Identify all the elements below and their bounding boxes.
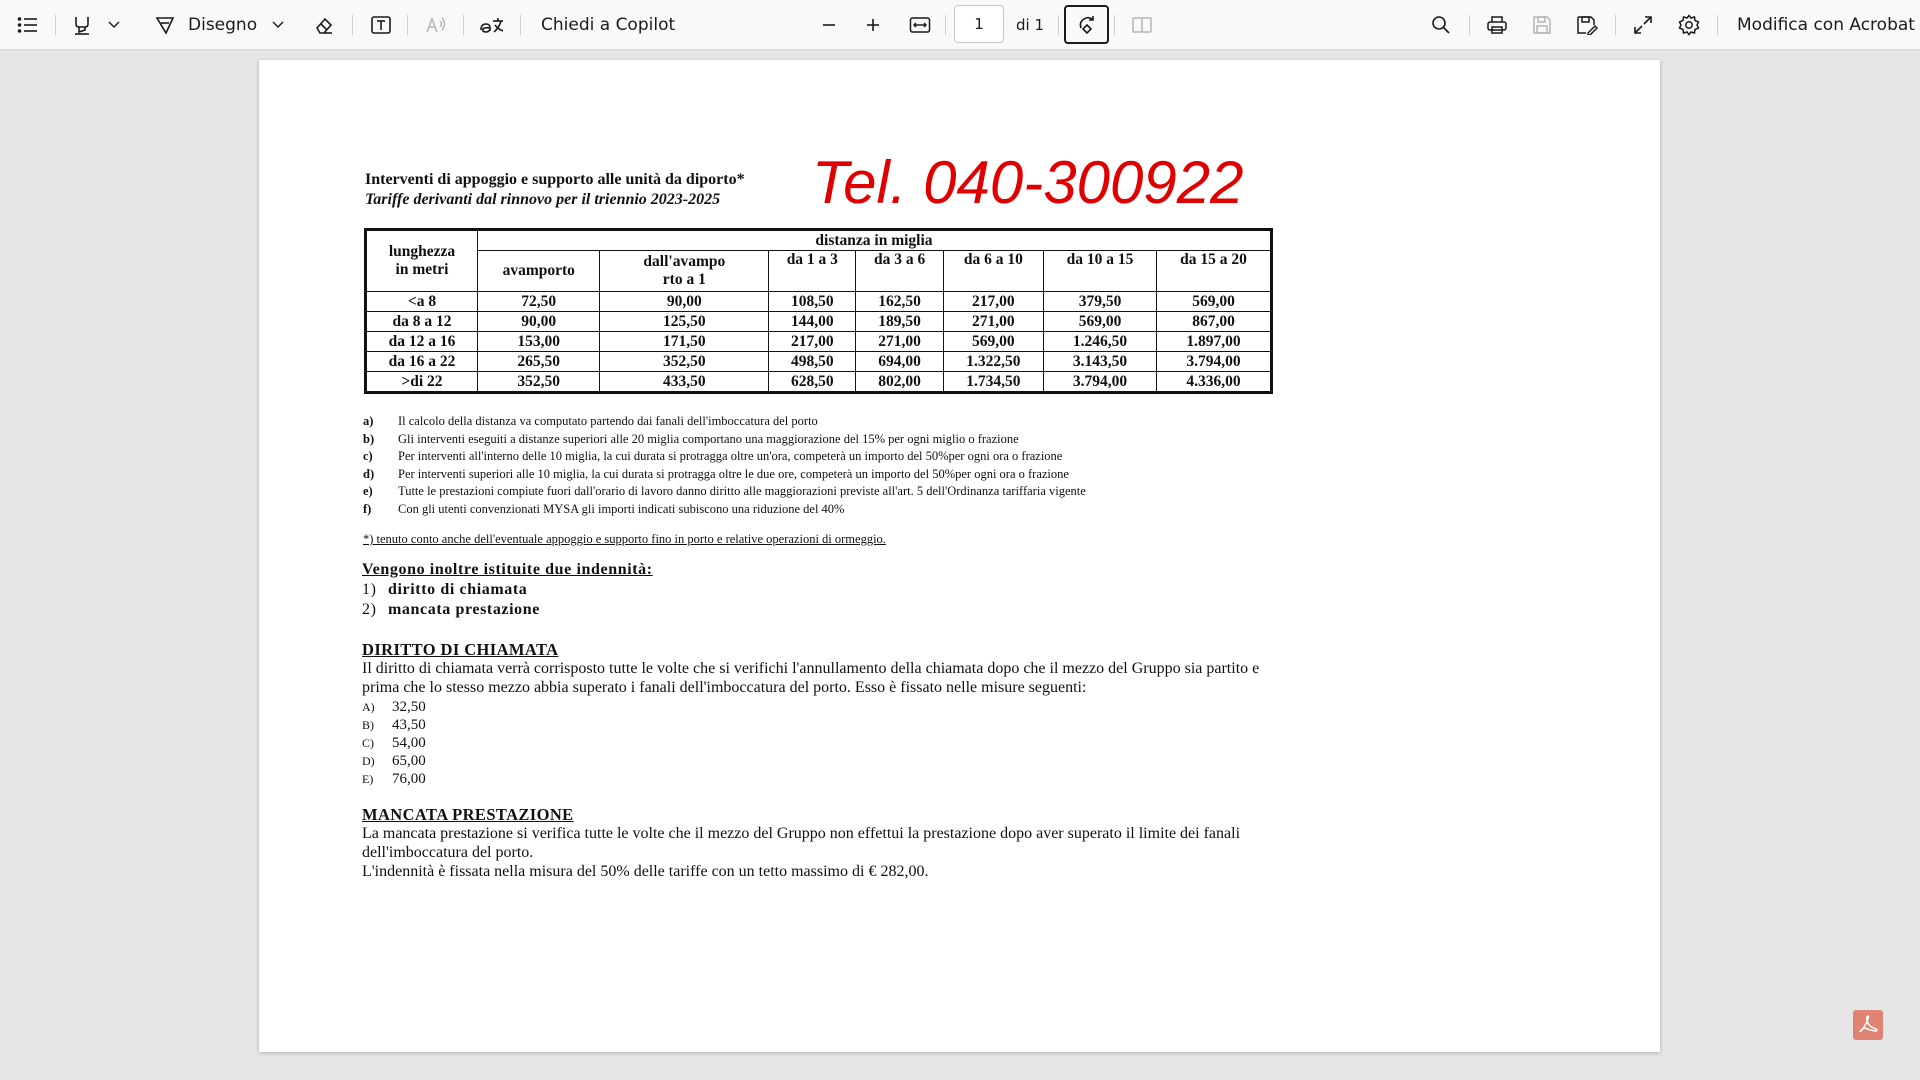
rate-cell: 433,50 [600, 372, 769, 393]
page-number-input[interactable] [954, 5, 1004, 43]
note-text: Gli interventi eseguiti a distanze superiori alle 20 miglia comportano una maggiorazione del 15% per ogni miglio o frazione [398, 431, 1019, 446]
print-icon[interactable] [1482, 0, 1512, 50]
indennita-section [362, 560, 653, 620]
document-heading [365, 170, 745, 210]
edit-with-acrobat-button[interactable] [1737, 0, 1915, 50]
column-header: da 10 a 15 [1043, 251, 1156, 292]
table-header-row [366, 230, 1272, 251]
edit-with-acrobat-label: Modifica con Acrobat [1737, 15, 1915, 35]
list-item [362, 580, 653, 600]
note-key: c) [363, 449, 373, 463]
toolbar-divider [1717, 15, 1718, 35]
rate-cell: 189,50 [856, 312, 943, 332]
copilot-button[interactable] [541, 0, 675, 50]
table-row [366, 352, 1272, 372]
rate-cell: 802,00 [856, 372, 943, 393]
list-item [362, 600, 653, 620]
rate-cell: 3.794,00 [1043, 372, 1156, 393]
mancata-text: La mancata prestazione si verifica tutte le volte che il mezzo del Gruppo non effettui la prestazione dopo aver superato il limite dei fanali dell'imboccatura del porto. [362, 825, 1241, 861]
note-key: d) [363, 466, 375, 481]
page-current: 1 [974, 15, 984, 33]
draw-dropdown-chevron-icon[interactable] [268, 0, 288, 50]
page-total [1016, 0, 1044, 50]
option-key: E) [362, 772, 374, 786]
list-item [363, 431, 1263, 449]
rates-table [364, 228, 1273, 394]
table-row [366, 292, 1272, 312]
list-item [362, 770, 1282, 788]
rate-cell: 217,00 [769, 332, 856, 352]
list-item [362, 752, 1282, 770]
heading-subtitle: Tariffe derivanti dal rinnovo per il triennio 2023-2025 [365, 191, 721, 208]
eraser-icon[interactable] [309, 0, 339, 50]
search-icon[interactable] [1426, 0, 1456, 50]
column-header: da 15 a 20 [1157, 251, 1272, 292]
rate-cell: 498,50 [769, 352, 856, 372]
pdf-toolbar [0, 0, 1920, 50]
option-key: D) [362, 754, 375, 768]
item-number: 1) [362, 581, 377, 598]
rate-cell: 1.897,00 [1157, 332, 1272, 352]
note-text: Tutte le prestazioni compiute fuori dall'orario di lavoro danno diritto alle maggiorazioni previste all'art. 5 dell'Ordinanza tariffaria vigente [398, 484, 1086, 498]
note-text: Con gli utenti convenzionati MYSA gli importi indicati subiscono una riduzione del 40% [398, 501, 845, 516]
item-text: diritto di chiamata [388, 581, 528, 598]
footnote: *) tenuto conto anche dell'eventuale appoggio e supporto fino in porto e relative operazioni di ormeggio. [363, 532, 886, 546]
rate-cell: 271,00 [943, 312, 1043, 332]
toolbar-divider [352, 15, 353, 35]
group-header-cell: distanza in miglia [478, 230, 1272, 251]
rate-cell: 379,50 [1043, 292, 1156, 312]
rate-cell: 3.143,50 [1043, 352, 1156, 372]
chiamata-text: Il diritto di chiamata verrà corrisposto tutte le volte che si verifichi l'annullamento della chiamata dopo che il mezzo del Gruppo sia partito e prima che lo stesso mezzo abbia superato i fanali dell'imboccatura del porto. Esso è fissato nelle misure seguenti: [362, 660, 1260, 696]
toolbar-divider [1058, 15, 1059, 35]
contents-list-icon[interactable] [12, 0, 44, 50]
toolbar-divider [55, 15, 56, 35]
rate-cell: 153,00 [478, 332, 600, 352]
row-label: da 16 a 22 [366, 352, 478, 372]
rotate-icon [1076, 14, 1098, 36]
note-key: a) [363, 414, 374, 428]
rate-cell: 569,00 [943, 332, 1043, 352]
rate-cell: 1.734,50 [943, 372, 1043, 393]
acrobat-logo-icon[interactable] [1853, 1010, 1883, 1040]
highlight-dropdown-chevron-icon[interactable] [102, 0, 126, 50]
rate-cell: 72,50 [478, 292, 600, 312]
table-subheader-row [366, 251, 1272, 292]
draw-pen-icon[interactable] [150, 0, 180, 50]
page-total-label: di 1 [1016, 16, 1045, 34]
rate-cell: 3.794,00 [1157, 352, 1272, 372]
list-item [362, 698, 1282, 716]
read-aloud-icon [420, 0, 452, 50]
heading-title: Interventi di appoggio e supporto alle unità da diporto* [365, 171, 745, 188]
option-key: A) [362, 700, 375, 714]
toolbar-divider [945, 15, 946, 35]
rate-cell: 352,50 [600, 352, 769, 372]
rate-cell: 4.336,00 [1157, 372, 1272, 393]
list-item [363, 483, 1263, 501]
toolbar-divider [520, 15, 521, 35]
zoom-in-icon[interactable] [860, 0, 886, 50]
rate-cell: 271,00 [856, 332, 943, 352]
note-key: f) [363, 501, 372, 516]
note-text: Il calcolo della distanza va computato partendo dai fanali dell'imboccatura del porto [398, 414, 818, 428]
item-number: 2) [362, 601, 377, 618]
rate-cell: 90,00 [600, 292, 769, 312]
table-row [366, 312, 1272, 332]
row-label: da 8 a 12 [366, 312, 478, 332]
item-text: mancata prestazione [388, 601, 540, 618]
list-item [362, 734, 1282, 752]
rate-cell: 569,00 [1157, 292, 1272, 312]
chiamata-section [362, 640, 1282, 788]
column-header-label: dall'avampo rto a 1 [643, 253, 726, 288]
column-header: da 1 a 3 [769, 251, 856, 292]
table-row [366, 332, 1272, 352]
mancata-section [362, 805, 1282, 881]
note-text: Per interventi superiori alle 10 miglia, la cui durata si protragga oltre le due ore, competerà un importo del 50%per ogni ora o frazione [398, 466, 1069, 481]
mancata-title: MANCATA PRESTAZIONE [362, 805, 574, 824]
fit-width-icon[interactable] [904, 0, 936, 50]
rate-cell: 108,50 [769, 292, 856, 312]
indennita-title: Vengono inoltre istituite due indennità: [362, 561, 653, 578]
option-value: 54,00 [392, 735, 426, 751]
draw-label: Disegno [188, 15, 258, 35]
column-header [600, 251, 769, 292]
rate-cell: 125,50 [600, 312, 769, 332]
option-key: B) [362, 718, 374, 732]
rate-cell: 694,00 [856, 352, 943, 372]
highlight-icon[interactable] [66, 0, 98, 50]
rate-cell: 171,50 [600, 332, 769, 352]
column-header: da 3 a 6 [856, 251, 943, 292]
row-label: >di 22 [366, 372, 478, 393]
list-item [363, 466, 1263, 484]
note-key: b) [363, 431, 375, 446]
rate-cell: 265,50 [478, 352, 600, 372]
notes-list [363, 413, 1263, 518]
row-label: da 12 a 16 [366, 332, 478, 352]
toolbar-divider [1469, 15, 1470, 35]
toolbar-divider [463, 15, 464, 35]
option-value: 43,50 [392, 717, 426, 733]
zoom-out-icon[interactable] [816, 0, 842, 50]
rate-cell: 628,50 [769, 372, 856, 393]
rate-cell: 144,00 [769, 312, 856, 332]
rate-cell: 352,50 [478, 372, 600, 393]
rate-cell: 217,00 [943, 292, 1043, 312]
settings-gear-icon[interactable] [1674, 0, 1704, 50]
fullscreen-icon[interactable] [1628, 0, 1658, 50]
pdf-page [259, 60, 1660, 1052]
rate-cell: 1.322,50 [943, 352, 1043, 372]
toolbar-divider [407, 15, 408, 35]
save-as-icon[interactable] [1572, 0, 1602, 50]
rate-cell: 90,00 [478, 312, 600, 332]
list-item [363, 501, 1263, 519]
option-value: 76,00 [392, 771, 426, 787]
save-icon [1527, 0, 1557, 50]
note-key: e) [363, 484, 373, 498]
two-page-view-icon [1127, 0, 1157, 50]
phone-number: Tel. 040-300922 [812, 149, 1244, 216]
translate-icon[interactable] [476, 0, 508, 50]
rate-cell: 569,00 [1043, 312, 1156, 332]
draw-button[interactable] [188, 0, 257, 50]
column-header: avamporto [478, 251, 600, 292]
toolbar-divider [1114, 15, 1115, 35]
mancata-text-limit: L'indennità è fissata nella misura del 50% delle tariffe con un tetto massimo di € 282,00. [362, 863, 929, 880]
list-item [363, 413, 1263, 431]
option-key: C) [362, 736, 374, 750]
table-row [366, 372, 1272, 393]
rate-cell: 867,00 [1157, 312, 1272, 332]
rate-cell: 1.246,50 [1043, 332, 1156, 352]
note-text: Per interventi all'interno delle 10 miglia, la cui durata si protragga oltre un'ora, competerà un importo del 50%per ogni ora o frazione [398, 449, 1063, 463]
toolbar-divider [1615, 15, 1616, 35]
row-label: <a 8 [366, 292, 478, 312]
option-value: 32,50 [392, 699, 426, 715]
copilot-label: Chiedi a Copilot [541, 15, 676, 35]
column-header: da 6 a 10 [943, 251, 1043, 292]
text-box-icon[interactable] [366, 0, 396, 50]
row-header-label: lunghezza in metri [388, 243, 456, 278]
rotate-button[interactable] [1064, 5, 1109, 44]
list-item [363, 448, 1263, 466]
option-value: 65,00 [392, 753, 426, 769]
chiamata-title: DIRITTO DI CHIAMATA [362, 640, 559, 659]
row-header-cell [366, 230, 478, 292]
chiamata-options [362, 698, 1282, 788]
rate-cell: 162,50 [856, 292, 943, 312]
list-item [362, 716, 1282, 734]
